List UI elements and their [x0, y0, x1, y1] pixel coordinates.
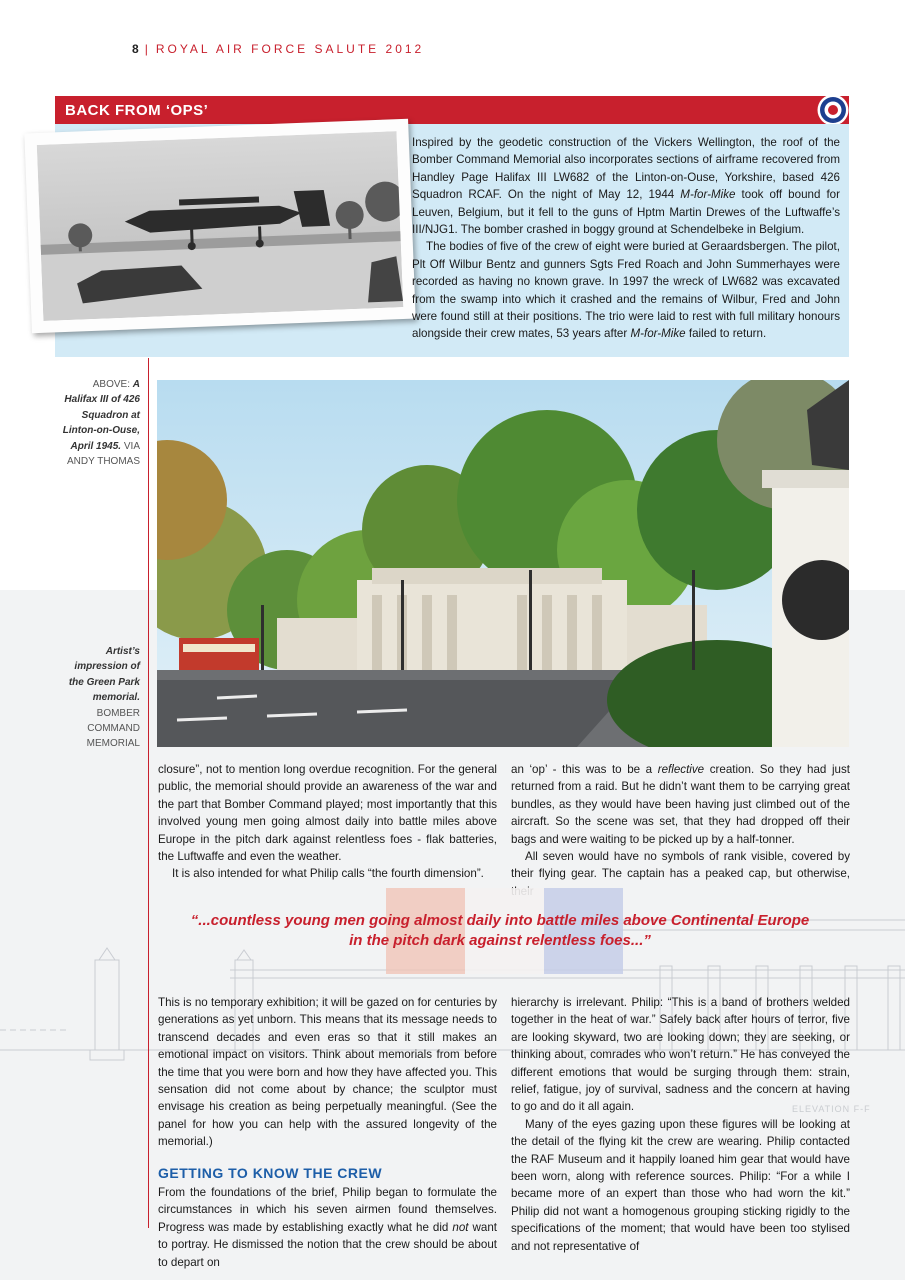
pull-quote-line-2: in the pitch dark against relentless foes...”: [349, 932, 651, 949]
halifax-photo: [37, 131, 403, 321]
caption-credit: BOMBER COMMAND MEMORIAL: [86, 707, 140, 750]
caption-credit: VIA ANDY THOMAS: [67, 440, 140, 468]
col1-bottom-paragraph-2: [158, 1184, 497, 1271]
col2-bottom-paragraph-2: Many of the eyes gazing upon these figures will be looking at the detail of the flying kit the crew are wearing. Philip contacted the RAF Museum and it happily loaned him gear that would have been worn, along with reference sources. Philip: “For a while I became more of an expert than those who had worn the kit.” Philip did not want a homogenous grouping sticking rigidly to the specifications of the moment; that would have been too stylised and not representative of: [511, 1117, 850, 1253]
col2-top-paragraph-1: [511, 761, 850, 848]
header-separator: |: [144, 42, 148, 56]
column-1-bottom: [158, 994, 497, 1271]
section-title: BACK FROM ‘OPS’: [65, 102, 209, 119]
col1-top-paragraph-1: closure”, not to mention long overdue recognition. For the general public, the memorial should provide an awareness of the war and the part that Bomber Command played; most importantly that this involved young men going almost daily into battle miles above Europe in the pitch dark against relentless foes - flak batteries, the Luftwaffe and even the weather.: [158, 763, 497, 864]
pull-quote-line-1: “...countless young men going almost daily into battle miles above Continental Europe: [190, 912, 810, 929]
caption-memorial: [60, 644, 140, 752]
col1-p2-text-b: want to portray. He dismissed the notion that the crew should be about to depart on: [158, 1220, 497, 1269]
panel-p1-text-a: Inspired by the geodetic construction of the Vickers Wellington, the roof of the Bomber Command Memorial also incorporates sections of airframe recovered from Handley Page Halifax III LW682 of the Linton-on-Ouse, Yorkshire, based 426 Squadron RCAF. On the night of May 12, 1944: [412, 136, 840, 202]
panel-p2-text-b: failed to return.: [685, 327, 767, 341]
panel-paragraph-1: [412, 134, 840, 238]
caption-bold: A Halifax III of 426 Squadron at Linton-on-Ouse, April 1945.: [62, 379, 140, 452]
elevation-label: ELEVATION F-F: [792, 1104, 871, 1114]
section-bar: [55, 96, 849, 124]
pull-quote: [150, 911, 850, 951]
aircraft-name-emphasis: M-for-Mike: [680, 188, 736, 202]
col1-top-paragraph-2: It is also intended for what Philip calls “the fourth dimension”.: [172, 867, 484, 881]
column-1-top: [158, 761, 497, 883]
panel-text-block: [412, 134, 840, 343]
col1-p2-text-a: From the foundations of the brief, Philip began to formulate the circumstances in which his seven airmen found themselves. Progress was made by establishing exactly what he did: [158, 1186, 497, 1234]
memorial-scene: [157, 380, 849, 747]
col2-p1-text-a: an ‘op’ - this was to be a: [511, 763, 658, 776]
halifax-photo-frame: [24, 119, 415, 334]
raf-roundel-icon: [817, 94, 849, 126]
not-emphasis: not: [452, 1220, 469, 1234]
aircraft-name-emphasis-2: M-for-Mike: [630, 327, 686, 341]
caption-bold: Artist’s impression of the Green Park memorial.: [68, 646, 140, 704]
magazine-title: ROYAL AIR FORCE SALUTE 2012: [155, 42, 425, 56]
col1-bottom-paragraph-1: This is no temporary exhibition; it will be gazed on for centuries by generations as yet unborn. This means that its message needs to transcend decades and even eras so that it still makes an emotional impact on visitors. Think about memorials from before the time that you were born and how they have affected you. This sensation did not come about by chance; the sculptor must envisage his creation as being perpetually meaningful. (See the panel for how you can help with the assured longevity of the memorial.): [158, 996, 497, 1149]
running-head: [132, 42, 424, 56]
column-2-bottom: [511, 994, 850, 1255]
caption-lead: ABOVE:: [92, 379, 130, 390]
panel-paragraph-2: [412, 238, 840, 342]
col2-bottom-paragraph-1: hierarchy is irrelevant. Philip: “This is a band of brothers welded together in the heat of war.” Safely back after hours of terror, five are looking skyward, two are looking down; they are seeking, or thinking about, comrades who won’t return.” He has conveyed the different emotions that would be surging through them: strain, relief, fatigue, joy of survival, sadness and the concern at having to go and do it all again.: [511, 996, 850, 1114]
caption-halifax: [60, 377, 140, 469]
column-2-top: [511, 761, 850, 900]
panel-p2-text-a: The bodies of five of the crew of eight were buried at Geraardsbergen. The pilot, Plt Off Wilbur Bentz and gunners Sgts Fred Roach and John Summerhayes were recorded as having no known grave. In 1997 the wreck of LW682 was excavated from the swamp into which it crashed and the remains of Wilbur, Fred and John were found still at their positions. The trio were laid to rest with full military honours alongside their crew mates, 53 years after: [412, 240, 840, 341]
column-rule: [148, 358, 149, 1228]
panel-p1-text-b: took off bound for Leuven, Belgium, but it fell to the guns of Hptm Martin Drewes of the Luftwaffe’s III/NJG1. The bomber crashed in boggy ground at Schendelbeke in Belgium.: [412, 188, 840, 237]
col2-p1-text-b: creation. So they had just returned from a raid. But he didn’t want them to be carrying great bundles, as they would have been having just climbed out of the aircraft. So the scene was set, that they had dropped off their bags and were waiting to be picked up by a half-tonner.: [511, 763, 850, 846]
reflective-emphasis: reflective: [657, 763, 705, 776]
crew-subheading: GETTING TO KNOW THE CREW: [158, 1164, 383, 1181]
page-number: 8: [132, 42, 139, 56]
memorial-illustration: [157, 380, 849, 747]
col2-top-paragraph-2: All seven would have no symbols of rank visible, covered by their flying gear. The captain has a peaked cap, but otherwise,: [511, 850, 850, 881]
